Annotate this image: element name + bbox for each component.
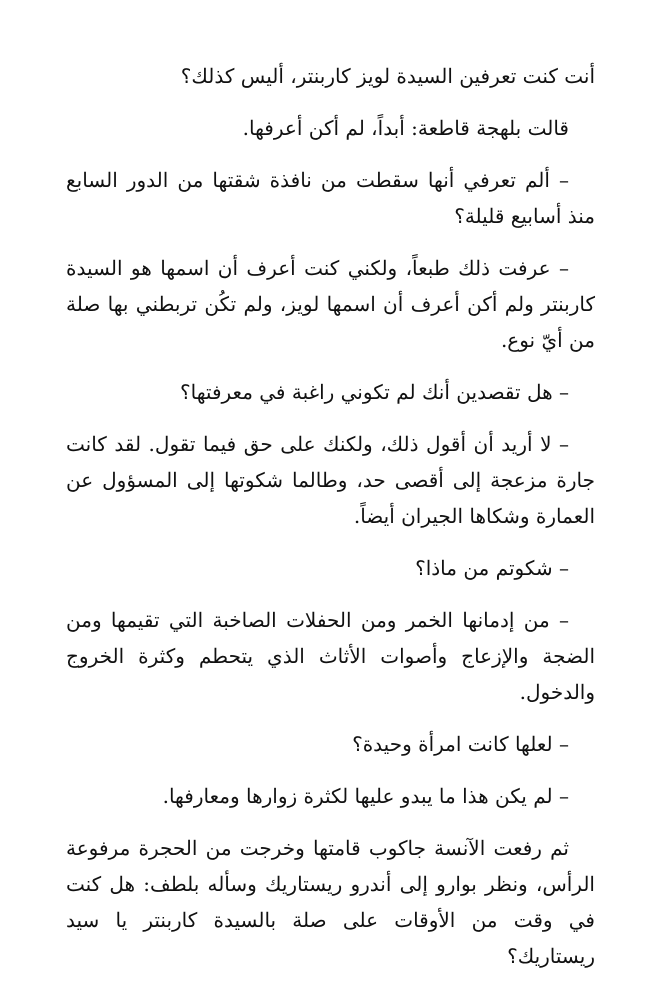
paragraph: – لعلها كانت امرأة وحيدة؟ — [352, 732, 569, 756]
paragraph: أنت كنت تعرفين السيدة لويز كاربنتر، أليس كذلك؟ — [180, 64, 595, 88]
paragraph: – لم يكن هذا ما يبدو عليها لكثرة زوارها ومعارفها. — [162, 784, 569, 808]
paragraph: – عرفت ذلك طبعاً، ولكني كنت أعرف أن اسمها هو السيدة كاربنتر ولم أكن أعرف أن اسمها لويز، ولم تكُن تربطني بها صلة من أيّ نوع. — [66, 256, 595, 352]
paragraph: – لا أريد أن أقول ذلك، ولكنك على حق فيما تقول. لقد كانت جارة مزعجة إلى أقصى حد، وطالما شكوتها إلى المسؤول عن العمارة وشكاها الجيران أيضاً. — [66, 432, 595, 528]
paragraph: – هل تقصدين أنك لم تكوني راغبة في معرفتها؟ — [179, 380, 569, 404]
paragraph: قالت بلهجة قاطعة: أبداً، لم أكن أعرفها. — [242, 116, 569, 140]
paragraph: – شكوتم من ماذا؟ — [415, 556, 569, 580]
paragraph: – ألم تعرفي أنها سقطت من نافذة شقتها من الدور السابع منذ أسابيع قليلة؟ — [66, 168, 595, 228]
paragraph: – من إدمانها الخمر ومن الحفلات الصاخبة التي تقيمها ومن الضجة والإزعاج وأصوات الأثاث الذي يتحطم وكثرة الخروج والدخول. — [66, 608, 595, 704]
paragraph: ثم رفعت الآنسة جاكوب قامتها وخرجت من الحجرة مرفوعة الرأس، ونظر بوارو إلى أندرو ريستاريك وسأله بلطف: هل كنت في وقت من الأوقات على صلة بالسيدة كاربنتر يا سيد ريستاريك؟ — [66, 836, 595, 968]
